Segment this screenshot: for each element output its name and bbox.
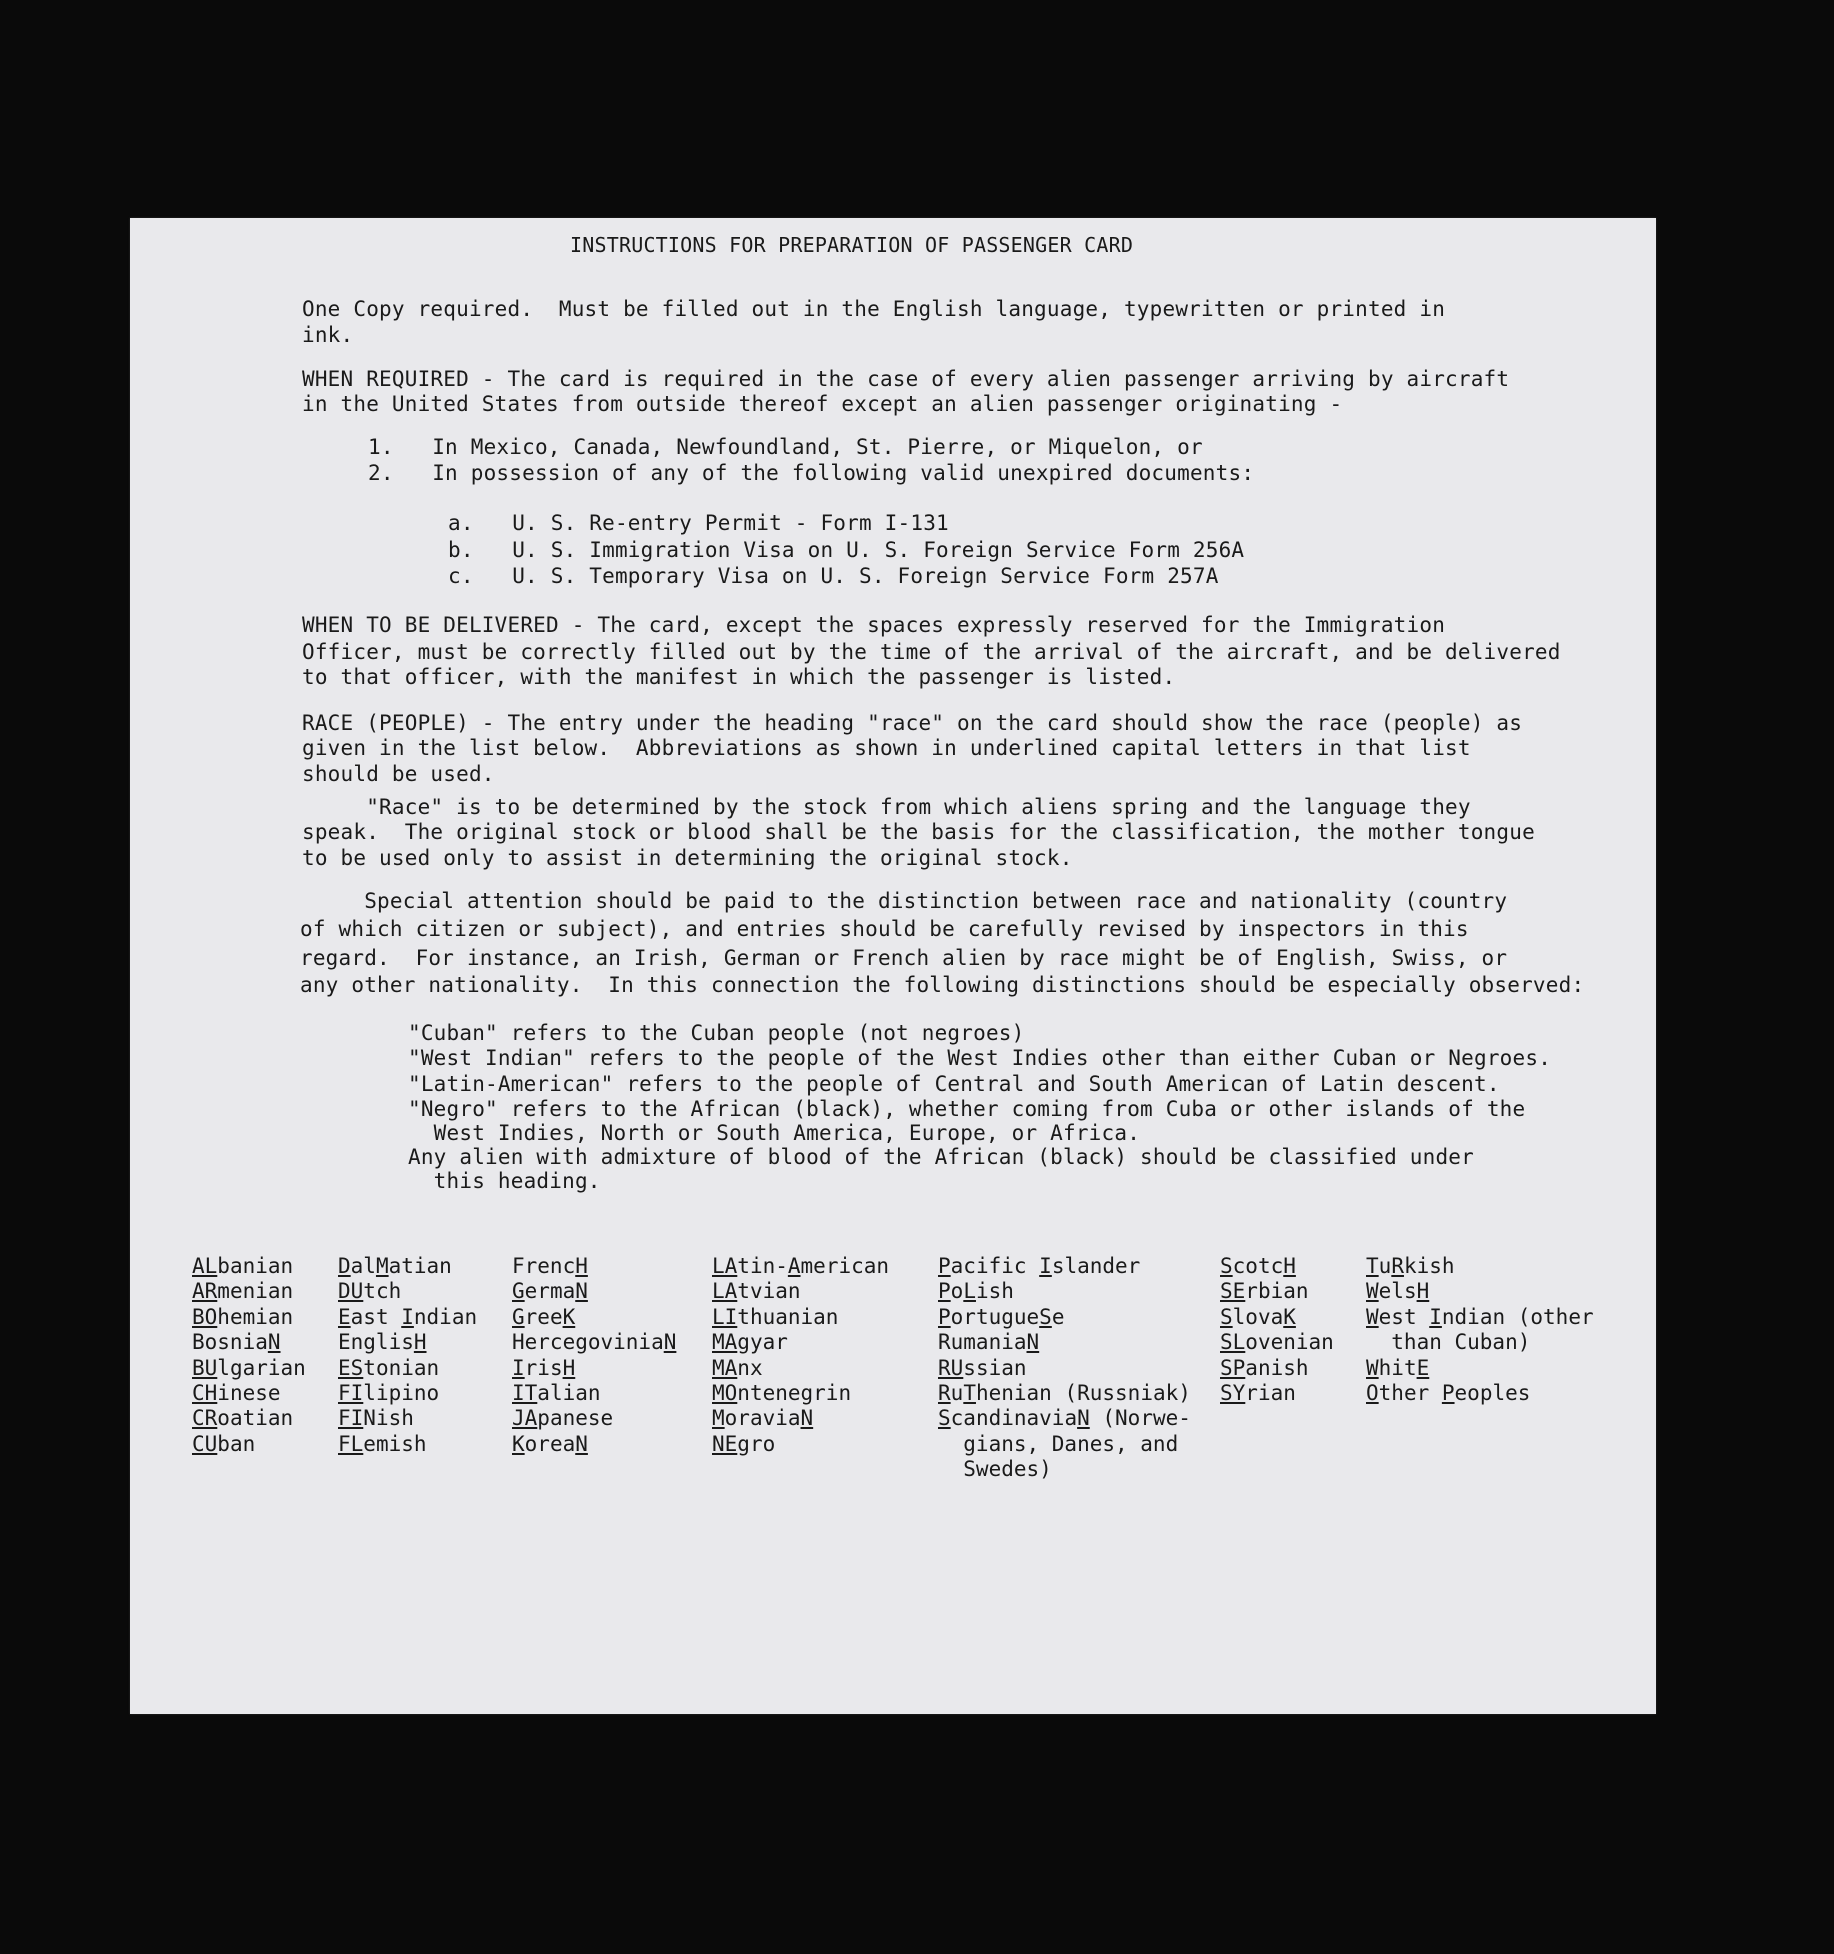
- race-list-item: [338, 1381, 477, 1406]
- race-abbreviation: SL: [1220, 1330, 1246, 1355]
- race-list-item: [512, 1279, 676, 1304]
- race-name-text: ban: [217, 1431, 256, 1456]
- race-abbreviation: BU: [192, 1355, 218, 1380]
- race-name-text: est: [1378, 1304, 1430, 1329]
- race-list-item: [938, 1457, 1191, 1482]
- race-list-column-4: [712, 1254, 889, 1457]
- race-list-item: [192, 1330, 306, 1355]
- race-name-text: inese: [217, 1381, 281, 1406]
- when-required-line-1: WHEN REQUIRED - The card is required in the case of every alien passenger arriving by aircraft: [302, 367, 1510, 391]
- race-name-text: rbian: [1245, 1279, 1309, 1304]
- race-abbreviation: N: [575, 1431, 588, 1456]
- race-name-text: Rumania: [938, 1330, 1027, 1355]
- race-list-item: [1366, 1279, 1594, 1304]
- race-name-text: gyar: [737, 1330, 788, 1355]
- race-abbreviation: H: [1416, 1279, 1430, 1304]
- race-name-text: orea: [524, 1431, 576, 1456]
- race-list-item: [338, 1305, 477, 1330]
- race-name-text: e: [1051, 1304, 1065, 1329]
- race-list-item: [1366, 1356, 1594, 1381]
- race-list-item: [1366, 1330, 1594, 1355]
- race-abbreviation: FL: [338, 1431, 364, 1456]
- race-abbreviation: K: [512, 1431, 525, 1456]
- race-abbreviation: ES: [338, 1355, 364, 1380]
- race-list-item: [512, 1254, 676, 1279]
- race-list-item: [338, 1432, 477, 1457]
- race-name-text: Nish: [363, 1406, 414, 1431]
- race-abbreviation: MA: [712, 1355, 738, 1380]
- race-name-text: ast: [350, 1304, 402, 1329]
- race-name-text: oatian: [217, 1406, 294, 1431]
- race-abbreviation: IT: [512, 1381, 538, 1406]
- when-delivered-line-1: WHEN TO BE DELIVERED - The card, except the spaces expressly reserved for the Immigration: [302, 613, 1446, 637]
- race-name-text: slander: [1051, 1254, 1141, 1278]
- race-list-item: [1366, 1254, 1594, 1279]
- race-list-item: [192, 1432, 306, 1457]
- race-name-text: henian (Russniak): [975, 1381, 1191, 1406]
- race-list-item: [712, 1356, 889, 1381]
- race-name-text: lgarian: [217, 1355, 306, 1380]
- race-name-text: ovenian: [1245, 1330, 1334, 1355]
- distinction-west-indian: "West Indian" refers to the people of the West Indies other than either Cuban or Negroes.: [408, 1046, 1552, 1070]
- race-abbreviation: L: [963, 1279, 976, 1304]
- race-abbreviation: S: [1039, 1304, 1052, 1329]
- race-abbreviation: LA: [712, 1279, 738, 1304]
- race-name-text: kish: [1403, 1254, 1455, 1278]
- race-name-text: thuanian: [737, 1304, 839, 1329]
- document-title: INSTRUCTIONS FOR PREPARATION OF PASSENGER CARD: [570, 233, 1134, 257]
- race-list-item: [712, 1305, 889, 1330]
- race-abbreviation: N: [800, 1406, 814, 1431]
- race-abbreviation: FI: [338, 1406, 364, 1431]
- race-name-text: lova: [1232, 1304, 1284, 1329]
- race-name-text: eoples: [1454, 1381, 1531, 1406]
- race-abbreviation: E: [1416, 1355, 1430, 1380]
- race-name-text: rian: [1245, 1381, 1296, 1406]
- race-name-text: panese: [537, 1406, 614, 1431]
- race-abbreviation: N: [267, 1330, 281, 1355]
- race-list-item: [192, 1406, 306, 1431]
- race-abbreviation: R: [1391, 1254, 1404, 1278]
- race-abbreviation: R: [938, 1381, 951, 1406]
- race-list-item: [192, 1356, 306, 1381]
- when-delivered-line-2: Officer, must be correctly filled out by the time of the arrival of the aircraft, and be delivered: [302, 640, 1561, 664]
- race-abbreviation: AL: [192, 1254, 218, 1278]
- race-abbreviation: G: [512, 1304, 525, 1329]
- race-abbreviation: I: [401, 1304, 414, 1329]
- race-list-item: [192, 1279, 306, 1304]
- race-name-text: erma: [524, 1279, 576, 1304]
- race-name-text: ther: [1378, 1381, 1442, 1406]
- race-list-item: [938, 1406, 1191, 1431]
- race-list-column-3: [512, 1254, 676, 1457]
- race-name-text: cotc: [1232, 1254, 1284, 1278]
- race-abbreviation: K: [1283, 1304, 1296, 1329]
- race-abbreviation: D: [338, 1254, 351, 1278]
- race-list-item: [512, 1356, 676, 1381]
- race-list-item: [1220, 1254, 1334, 1279]
- race-abbreviation: N: [1077, 1406, 1090, 1431]
- list-item-1: 1. In Mexico, Canada, Newfoundland, St. Pierre, or Miquelon, or: [368, 435, 1203, 459]
- race-name-text: oravia: [724, 1406, 801, 1431]
- document-sheet: [130, 218, 1656, 1714]
- race-name-text: nx: [737, 1355, 763, 1380]
- race-name-text: Swedes): [938, 1457, 1052, 1482]
- race-abbreviation: I: [1429, 1304, 1442, 1329]
- race-abbreviation: AR: [192, 1279, 218, 1304]
- race-name-text: al: [350, 1254, 376, 1278]
- list-item-2: 2. In possession of any of the following valid unexpired documents:: [368, 461, 1255, 485]
- race-list-item: [1220, 1279, 1334, 1304]
- race-list-item: [338, 1254, 477, 1279]
- race-abbreviation: H: [413, 1330, 427, 1355]
- race-abbreviation: G: [512, 1279, 525, 1304]
- race-abbreviation: BO: [192, 1304, 218, 1329]
- race-name-text: tvian: [737, 1279, 801, 1304]
- race-abbreviation: H: [1283, 1254, 1296, 1278]
- race-abbreviation: T: [1366, 1254, 1379, 1278]
- race-name-text: than Cuban): [1366, 1330, 1531, 1355]
- race-abbreviation: M: [712, 1406, 725, 1431]
- distinction-negro-cont: West Indies, North or South America, Europe, or Africa.: [408, 1121, 1141, 1145]
- race-name-text: (Norwe-: [1089, 1406, 1191, 1431]
- distinction-admixture: Any alien with admixture of blood of the African (black) should be classified under: [408, 1145, 1474, 1169]
- race-abbreviation: M: [375, 1254, 389, 1278]
- race-abbreviation: SE: [1220, 1279, 1246, 1304]
- race-abbreviation: H: [562, 1355, 576, 1380]
- race-name-text: ris: [524, 1355, 563, 1380]
- race-def-line-3: to be used only to assist in determining the original stock.: [302, 846, 1073, 870]
- race-abbreviation: SY: [1220, 1381, 1246, 1406]
- race-name-text: hit: [1378, 1355, 1417, 1380]
- race-abbreviation: CH: [192, 1381, 218, 1406]
- race-abbreviation: FI: [338, 1381, 364, 1406]
- special-line-3: regard. For instance, an Irish, German or French alien by race might be of English, Swiss, or: [300, 946, 1508, 970]
- race-abbreviation: JA: [512, 1406, 538, 1431]
- race-name-text: ndian (other: [1441, 1304, 1594, 1329]
- sub-item-a: a. U. S. Re-entry Permit - Form I-131: [448, 511, 949, 535]
- race-name-text: ree: [524, 1304, 563, 1329]
- race-abbreviation: N: [663, 1330, 677, 1355]
- race-name-text: ortugue: [950, 1304, 1040, 1329]
- race-list-item: [512, 1381, 676, 1406]
- race-name-text: u: [1378, 1254, 1392, 1278]
- race-list-item: [192, 1381, 306, 1406]
- race-list-item: [938, 1432, 1191, 1457]
- race-abbreviation: T: [963, 1381, 976, 1406]
- race-name-text: banian: [217, 1254, 294, 1278]
- race-list-item: [512, 1305, 676, 1330]
- race-name-text: ssian: [963, 1355, 1027, 1380]
- race-name-text: acific: [950, 1254, 1040, 1278]
- race-name-text: Bosnia: [192, 1330, 268, 1355]
- intro-line-1: One Copy required. Must be filled out in the English language, typewritten or printed in: [302, 297, 1446, 321]
- race-list-item: [938, 1279, 1191, 1304]
- race-name-text: lipino: [363, 1381, 440, 1406]
- race-name-text: anish: [1245, 1355, 1309, 1380]
- race-abbreviation: RU: [938, 1355, 964, 1380]
- when-delivered-line-3: to that officer, with the manifest in which the passenger is listed.: [302, 665, 1176, 689]
- race-list-item: [192, 1254, 306, 1279]
- race-def-line-1: "Race" is to be determined by the stock from which aliens spring and the language they: [302, 795, 1471, 819]
- race-list-item: [1220, 1330, 1334, 1355]
- race-abbreviation: P: [938, 1254, 951, 1278]
- race-list-item: [938, 1254, 1191, 1279]
- distinction-cuban: "Cuban" refers to the Cuban people (not negroes): [408, 1021, 1025, 1045]
- race-def-line-2: speak. The original stock or blood shall be the basis for the classification, the mother tongue: [302, 820, 1535, 844]
- special-line-1: Special attention should be paid to the distinction between race and nationality (country: [300, 889, 1508, 913]
- race-abbreviation: NE: [712, 1431, 738, 1456]
- race-name-text: ntenegrin: [737, 1381, 852, 1406]
- race-list-item: [712, 1254, 889, 1279]
- race-abbreviation: LI: [712, 1304, 738, 1329]
- race-name-text: ish: [975, 1279, 1014, 1304]
- race-list-item: [1366, 1305, 1594, 1330]
- race-list-item: [192, 1305, 306, 1330]
- race-list-column-2: [338, 1254, 477, 1457]
- race-list-item: [512, 1406, 676, 1431]
- race-abbreviation: H: [575, 1254, 588, 1278]
- race-abbreviation: K: [562, 1304, 576, 1329]
- race-name-text: alian: [537, 1381, 601, 1406]
- race-list-column-7: [1366, 1254, 1594, 1406]
- race-line-2: given in the list below. Abbreviations as shown in underlined capital letters in that list: [302, 736, 1471, 760]
- race-abbreviation: I: [1039, 1254, 1052, 1278]
- race-list-item: [938, 1305, 1191, 1330]
- distinction-negro: "Negro" refers to the African (black), whether coming from Cuba or other islands of the: [408, 1097, 1526, 1121]
- race-name-text: gro: [737, 1431, 776, 1456]
- race-list-item: [712, 1279, 889, 1304]
- race-list-item: [512, 1330, 676, 1355]
- race-list-item: [1220, 1356, 1334, 1381]
- race-list-item: [1366, 1381, 1594, 1406]
- race-abbreviation: P: [1441, 1381, 1455, 1406]
- race-list-column-6: [1220, 1254, 1334, 1406]
- race-name-text: tonian: [363, 1355, 440, 1380]
- race-list-column-1: [192, 1254, 306, 1457]
- race-name-text: Hercegovinia: [512, 1330, 664, 1355]
- race-abbreviation: SP: [1220, 1355, 1246, 1380]
- race-abbreviation: N: [1026, 1330, 1040, 1355]
- race-abbreviation: P: [938, 1304, 951, 1329]
- race-list-item: [938, 1381, 1191, 1406]
- race-abbreviation: MA: [712, 1330, 738, 1355]
- race-name-text: u: [950, 1381, 964, 1406]
- race-name-text: Frenc: [512, 1254, 576, 1278]
- race-name-text: emish: [363, 1431, 427, 1456]
- race-abbreviation: LA: [712, 1254, 738, 1278]
- race-abbreviation: MO: [712, 1381, 738, 1406]
- sub-item-b: b. U. S. Immigration Visa on U. S. Foreign Service Form 256A: [448, 538, 1245, 562]
- race-name-text: gians, Danes, and: [938, 1431, 1179, 1456]
- race-name-text: els: [1378, 1279, 1417, 1304]
- race-line-1: RACE (PEOPLE) - The entry under the heading "race" on the card should show the race (people) as: [302, 711, 1523, 735]
- race-name-text: tch: [363, 1279, 402, 1304]
- race-abbreviation: S: [1220, 1304, 1233, 1329]
- special-line-4: any other nationality. In this connection the following distinctions should be especially observed:: [300, 973, 1585, 997]
- race-abbreviation: E: [338, 1304, 351, 1329]
- race-abbreviation: S: [938, 1406, 951, 1431]
- race-abbreviation: N: [575, 1279, 588, 1304]
- race-name-text: o: [950, 1279, 964, 1304]
- race-abbreviation: S: [1220, 1254, 1233, 1278]
- intro-line-2: ink.: [302, 323, 354, 347]
- race-name-text: merican: [800, 1254, 890, 1278]
- race-list-item: [338, 1330, 477, 1355]
- race-abbreviation: W: [1366, 1355, 1379, 1380]
- race-list-item: [338, 1406, 477, 1431]
- race-list-item: [938, 1356, 1191, 1381]
- race-list-item: [712, 1330, 889, 1355]
- race-name-text: candinavia: [950, 1406, 1078, 1431]
- race-name-text: menian: [217, 1279, 294, 1304]
- race-list-column-5: [938, 1254, 1191, 1483]
- race-abbreviation: P: [938, 1279, 951, 1304]
- when-required-line-2: in the United States from outside thereof except an alien passenger originating -: [302, 392, 1343, 416]
- race-abbreviation: O: [1366, 1381, 1379, 1406]
- race-list-item: [938, 1330, 1191, 1355]
- race-abbreviation: DU: [338, 1279, 364, 1304]
- race-list-item: [338, 1279, 477, 1304]
- race-abbreviation: CR: [192, 1406, 218, 1431]
- race-list-item: [712, 1406, 889, 1431]
- race-list-item: [512, 1432, 676, 1457]
- race-abbreviation: W: [1366, 1304, 1379, 1329]
- race-name-text: hemian: [217, 1304, 294, 1329]
- special-line-2: of which citizen or subject), and entries should be carefully revised by inspectors in this: [300, 917, 1469, 941]
- race-list-item: [1220, 1381, 1334, 1406]
- race-list-item: [338, 1356, 477, 1381]
- race-list-item: [712, 1381, 889, 1406]
- race-abbreviation: I: [512, 1355, 525, 1380]
- race-list-item: [712, 1432, 889, 1457]
- sub-item-c: c. U. S. Temporary Visa on U. S. Foreign Service Form 257A: [448, 564, 1219, 588]
- race-name-text: atian: [388, 1254, 452, 1278]
- race-abbreviation: A: [787, 1254, 801, 1278]
- race-name-text: tin-: [737, 1254, 788, 1278]
- race-name-text: Englis: [338, 1330, 414, 1355]
- race-line-3: should be used.: [302, 762, 495, 786]
- race-abbreviation: CU: [192, 1431, 218, 1456]
- distinction-admixture-cont: this heading.: [408, 1169, 601, 1193]
- distinction-latin-american: "Latin-American" refers to the people of Central and South American of Latin descent.: [408, 1072, 1500, 1096]
- race-abbreviation: W: [1366, 1279, 1379, 1304]
- race-name-text: ndian: [413, 1304, 478, 1329]
- race-list-item: [1220, 1305, 1334, 1330]
